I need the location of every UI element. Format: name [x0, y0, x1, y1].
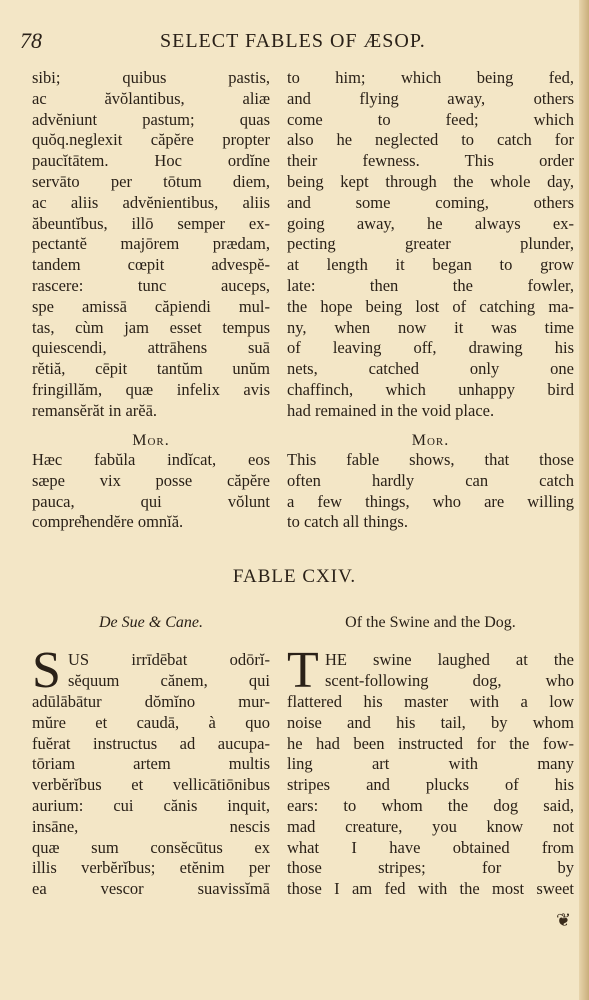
text-line: tandem cœpit advespĕ- — [32, 255, 270, 275]
subtitle-english: Of the Swine and the Dog. — [345, 614, 516, 631]
text-line: pectantĕ majōrem prædam, — [32, 234, 270, 254]
text-line: sæpe vix posse căpĕre — [32, 470, 270, 490]
text-line: ny, when now it was time — [287, 317, 574, 337]
text-line: of leaving off, drawing his — [287, 338, 574, 358]
moral-heading-english: Mor. — [411, 432, 450, 449]
text-line: had remained in the void place. — [287, 400, 495, 420]
english-first-line: HE swine laughed at the — [325, 650, 574, 669]
text-line: being kept through the whole day, — [287, 171, 574, 191]
text-line: at length it began to grow — [287, 255, 574, 275]
text-line: also he neglected to catch for — [287, 130, 574, 150]
text-line: to him; which being fed, — [287, 68, 574, 87]
text-line: servāto per tōtum diem, — [32, 171, 270, 191]
english-fable-body — [287, 692, 574, 900]
text-line: scent-following dog, who — [325, 671, 574, 690]
text-line: sibi; quibus pastis, — [32, 68, 270, 87]
text-line: and some coming, others — [287, 192, 574, 212]
text-line: chaffinch, which unhappy bird — [287, 379, 574, 399]
text-line: ac aliis advĕnientibus, aliis — [32, 192, 270, 212]
text-line: what I have obtained from — [287, 837, 574, 857]
text-line: late: then the fowler, — [287, 275, 574, 295]
text-line: verbĕrĭbus et vellicātiōnibus — [32, 775, 270, 795]
text-line: tas, cùm jam esset tempus — [32, 317, 270, 337]
moral-heading-latin: Mor. — [132, 432, 170, 449]
text-line: adūlābātur dŏmĭno mur- — [32, 692, 270, 711]
moral-english — [287, 450, 574, 533]
text-line: those I am fed with the most sweet — [287, 879, 574, 899]
running-title: SELECT FABLES OF ÆSOP. — [160, 30, 426, 52]
page-header — [20, 28, 568, 54]
text-line: a few things, who are willing — [287, 491, 574, 511]
text-line: rĕtiă, cēpit tantŭm unŭm — [32, 359, 270, 379]
fable-title: FABLE CXIV. — [232, 566, 357, 587]
english-second-line — [325, 671, 574, 692]
page-edge — [579, 0, 589, 1000]
text-line: come to feed; which — [287, 109, 574, 129]
text-line: fuĕrat instructus ad aucupa- — [32, 733, 270, 753]
text-line: their fewness. This order — [287, 151, 574, 171]
text-line: advĕniunt pastum; quas — [32, 109, 270, 129]
text-line: illis verbĕrĭbus; etĕnim per — [32, 858, 270, 878]
text-line: the hope being lost of catching ma- — [287, 296, 574, 316]
text-line: aurium: cui cănis inquit, — [32, 795, 270, 815]
text-line: paucĭtātem. Hoc ordĭne — [32, 151, 270, 171]
text-line: compre̊hendĕre omnĭă. — [32, 512, 184, 532]
latin-second-line — [68, 671, 270, 692]
latin-column-top — [32, 68, 270, 422]
text-line: he had been instructed for the fow- — [287, 733, 574, 753]
latin-fable-body — [32, 692, 270, 900]
text-line: insāne, nescis — [32, 816, 270, 836]
text-line: sĕquum cănem, qui — [68, 671, 270, 690]
english-column-top — [287, 68, 574, 422]
text-line: ling art with many — [287, 754, 574, 774]
text-line: noise and his tail, by whom — [287, 712, 574, 732]
text-line: mad creature, you know not — [287, 816, 574, 836]
text-line: and flying away, others — [287, 88, 574, 108]
moral-latin — [32, 450, 270, 533]
text-line: going away, he always ex- — [287, 213, 574, 233]
text-line: ac ăvŏlantibus, aliæ — [32, 88, 270, 108]
fleuron-ornament: ❦ — [556, 910, 572, 930]
text-line: Hæc fabŭla indĭcat, eos — [32, 450, 270, 469]
text-line: ears: to whom the dog said, — [287, 795, 574, 815]
latin-first-line: US irrīdēbat odōrĭ- — [68, 650, 270, 669]
dropcap-english: T — [287, 642, 319, 699]
text-line: quæ sum consĕcūtus ex — [32, 837, 270, 857]
text-line: stripes and plucks of his — [287, 775, 574, 795]
text-line: tōriam artem multis — [32, 754, 270, 774]
page-number: 78 — [20, 28, 42, 53]
text-line: ea vescor suavissĭmā — [32, 879, 270, 899]
text-line: quŏq.neglexit căpĕre propter — [32, 130, 270, 150]
text-line: flattered his master with a low — [287, 692, 574, 711]
text-line: mŭre et caudā, à quo — [32, 712, 270, 732]
text-line: spe amissā căpiendi mul- — [32, 296, 270, 316]
text-line: pauca, qui vŏlunt — [32, 491, 270, 511]
text-line: nets, catched only one — [287, 359, 574, 379]
text-line: those stripes; for by — [287, 858, 574, 878]
text-line: pecting greater plunder, — [287, 234, 574, 254]
dropcap-latin: S — [32, 642, 61, 699]
text-line: remansĕrăt in arĕā. — [32, 400, 158, 420]
text-line: ăbeuntĭbus, illō semper ex- — [32, 213, 270, 233]
text-line: quiescendi, attrāhens suā — [32, 338, 270, 358]
text-line: to catch all things. — [287, 512, 408, 532]
text-line: fringillăm, quæ infelix avis — [32, 379, 270, 399]
text-line: rascere: tunc auceps, — [32, 275, 270, 295]
text-line: often hardly can catch — [287, 470, 574, 490]
text-line: This fable shows, that those — [287, 450, 574, 469]
subtitle-latin: De Sue & Cane. — [99, 614, 203, 631]
